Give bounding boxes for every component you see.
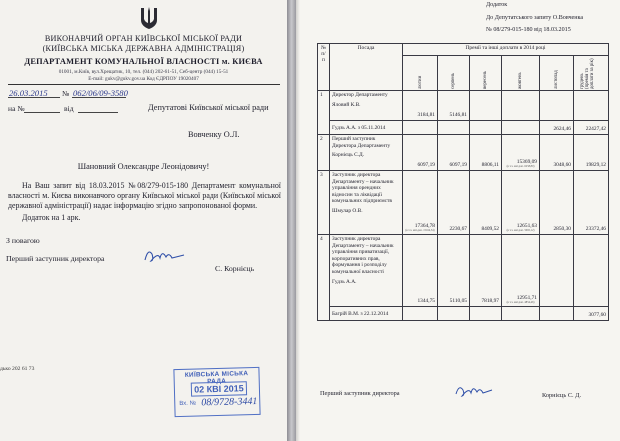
employee-name: Гудзь А.А. з 05.11.2014 (332, 125, 386, 131)
amount-value: 3077,60 (588, 312, 606, 318)
amount-value: 3048,60 (553, 162, 571, 168)
month-header: листопад (540, 56, 574, 91)
amount-value: 12651,63 (516, 223, 537, 229)
row-number-cell: 2 (318, 135, 330, 171)
amount-value: 6097,19 (417, 162, 435, 168)
amount-value: 22427,42 (585, 126, 606, 132)
amount-value: 19829,12 (585, 162, 606, 168)
amount-value: 2230,67 (449, 226, 467, 232)
amount-cell (574, 135, 609, 171)
amount-cell (540, 171, 574, 235)
amount-cell (540, 307, 574, 321)
trident-emblem-icon (139, 6, 159, 30)
amount-cell (438, 91, 470, 121)
col-position-header: Посада (330, 44, 403, 91)
amount-cell (540, 91, 574, 121)
position-title: Директор Департаменту (332, 92, 388, 98)
org-name-line2: (КИЇВСЬКА МІСЬКА ДЕРЖАВНА АДМІНІСТРАЦІЯ) (42, 44, 245, 53)
stamp-title: КИЇВСЬКА МІСЬКА РАДА (184, 370, 249, 386)
amount-cell (470, 171, 502, 235)
reply-to-line (24, 112, 60, 113)
amount-value: 6097,19 (449, 162, 467, 168)
amount-value: 5146,81 (449, 112, 467, 118)
amount-value: 5110,05 (449, 298, 467, 304)
number-label: № (62, 89, 70, 98)
amount-cell (502, 121, 540, 135)
signature-icon (142, 246, 186, 266)
letter-body: На Ваш запит від 18.03.2015 №08/279-015-180 Департамент комунальної власності м. Києва виконавчого органу Київської міської ради (Київської міської державної адміністрації) надає інформацію згідно запропонованої форми. (8, 181, 281, 211)
month-header: серпень (438, 56, 470, 91)
amount-value: 7818,97 (481, 298, 499, 304)
col-bonus-group-header: Премії та інші доплати в 2014 році (403, 44, 609, 56)
employee-name: Багрій В.М. з 22.12.2014 (332, 311, 389, 317)
annex-signature-icon (454, 382, 494, 400)
amount-cell (502, 235, 540, 307)
amount-value: 1344,75 (417, 298, 435, 304)
annex-request-number: № 08/279-015-180 від 18.03.2015 (486, 27, 571, 33)
amount-cell (403, 91, 438, 121)
employee-name: Яловий К.В. (332, 101, 361, 108)
month-header: жовтень (502, 56, 540, 91)
table-row (318, 91, 609, 121)
employee-name: Гудзь А.А. (332, 278, 357, 285)
position-cell (330, 171, 403, 235)
header-divider (8, 84, 280, 85)
amount-cell (574, 307, 609, 321)
amount-value: 23372,46 (585, 226, 606, 232)
amount-note: (в т.ч. мат.доп. 5065,12) (506, 229, 535, 232)
department-address: 01001, м.Київ, вул.Хрещатик, 10, тел. (044) 202-61-51, Себ-центр (044) 15-51 (58, 69, 229, 75)
signer-name: С. Корнієць (215, 264, 255, 273)
stamp-number-label: Вх. № (179, 400, 197, 407)
position-cell (330, 91, 403, 121)
amount-cell (470, 121, 502, 135)
employee-name: Шмулар О.В. (332, 207, 363, 214)
reply-from-label: від (64, 104, 74, 113)
amount-cell (470, 135, 502, 171)
position-cell (330, 307, 403, 321)
page-shadow (296, 0, 300, 441)
position-title: Заступник директора Департаменту – начальник управління приватизації, корпоративних прав, формування і розподілу комунальної власності (332, 236, 394, 275)
amount-cell (540, 135, 574, 171)
department-contacts: E-mail: gukv@gukv.gov.ua Код ЄДРПОУ 19020407 (88, 76, 199, 82)
amount-cell (438, 171, 470, 235)
position-title: Заступник директора Департаменту – начальник управління орендних відносин та ліквідації комунальних підприємств (332, 172, 394, 205)
amount-cell (540, 235, 574, 307)
amount-cell (438, 235, 470, 307)
executor-phone: дько 202 61 73 (0, 366, 35, 372)
position-title: Перший заступник Директора Департаменту (332, 136, 391, 149)
closing: З повагою (6, 236, 40, 245)
amount-cell (438, 135, 470, 171)
amount-value: 12951,71 (516, 295, 537, 301)
amount-note: (в т.ч. мат.доп. 6258,80) (506, 165, 535, 168)
department-title: ДЕПАРТАМЕНТ КОМУНАЛЬНОЇ ВЛАСНОСТІ м. КИЄВА (24, 57, 263, 66)
registration-stamp (173, 367, 260, 417)
attachment-note: Додаток на 1 арк. (22, 213, 81, 222)
amount-cell (403, 171, 438, 235)
col-number-header: № п/п (318, 44, 330, 91)
annex-signer-title: Перший заступник директора (320, 390, 400, 397)
amount-cell (403, 135, 438, 171)
amount-cell (470, 91, 502, 121)
amount-value: 2850,30 (553, 226, 571, 232)
salutation: Шановний Олександре Леонідовичу! (77, 162, 210, 171)
amount-value: 2624,46 (553, 126, 571, 132)
amount-cell (574, 171, 609, 235)
month-header: грудень (премія та доплати за рік) (574, 56, 609, 91)
amount-cell (403, 121, 438, 135)
amount-cell (502, 135, 540, 171)
amount-value: 17364,78 (414, 223, 435, 229)
amount-cell (438, 307, 470, 321)
amount-value: 8409,52 (481, 226, 499, 232)
amount-cell (502, 307, 540, 321)
month-header: лютий (403, 56, 438, 91)
amount-value: 8806,11 (481, 162, 499, 168)
cover-letter-page (0, 0, 287, 441)
amount-cell (438, 121, 470, 135)
org-name-line1: ВИКОНАВЧИЙ ОРГАН КИЇВСЬКОЇ МІСЬКОЇ РАДИ (44, 34, 243, 43)
table-row (318, 235, 609, 307)
position-cell (330, 121, 403, 135)
amount-cell (574, 91, 609, 121)
amount-value: 15369,09 (516, 159, 537, 165)
amount-cell (403, 307, 438, 321)
month-header: вересень (470, 56, 502, 91)
row-number-cell: 1 (318, 91, 330, 135)
amount-cell (574, 121, 609, 135)
amount-cell (470, 307, 502, 321)
amount-note: (в т.ч. мат.доп. 15164,54) (405, 229, 435, 232)
amount-cell (574, 235, 609, 307)
table-row (318, 121, 609, 135)
amount-cell (470, 235, 502, 307)
table-row (318, 135, 609, 171)
addressee-line1: Депутатові Київської міської ради (148, 103, 269, 112)
table-row (318, 171, 609, 235)
position-cell (330, 235, 403, 307)
table-row (318, 307, 609, 321)
amount-value: 3184,81 (417, 112, 435, 118)
stamp-handwritten-number: 08/9728-3441 (201, 395, 258, 409)
book-gutter (287, 0, 296, 441)
row-number-cell: 3 (318, 171, 330, 235)
amount-note: (в т.ч. мат.доп. 4854,46) (506, 301, 535, 304)
employee-name: Корнієць С.Д. (332, 152, 365, 159)
annex-page (296, 0, 620, 441)
annex-label: Додаток (486, 2, 508, 8)
amount-cell (540, 121, 574, 135)
row-number-cell: 4 (318, 235, 330, 321)
reply-to-label: на № (8, 104, 25, 113)
outgoing-date: 26.03.2015 (9, 88, 48, 98)
addressee-line2: Вовченку О.Л. (188, 130, 240, 139)
outgoing-number: 062/06/09-3580 (73, 88, 128, 98)
amount-cell (403, 235, 438, 307)
annex-signer-name: Корнієць С. Д. (542, 392, 582, 399)
annex-request-ref: До Депутатського запиту О.Вовченка (486, 15, 584, 21)
amount-cell (502, 91, 540, 121)
stamp-date: 02 КВІ 2015 (191, 381, 247, 396)
bonus-table (317, 43, 609, 321)
signer-title: Перший заступник директора (6, 254, 105, 263)
position-cell (330, 135, 403, 171)
reply-from-line (78, 112, 118, 113)
amount-cell (502, 171, 540, 235)
